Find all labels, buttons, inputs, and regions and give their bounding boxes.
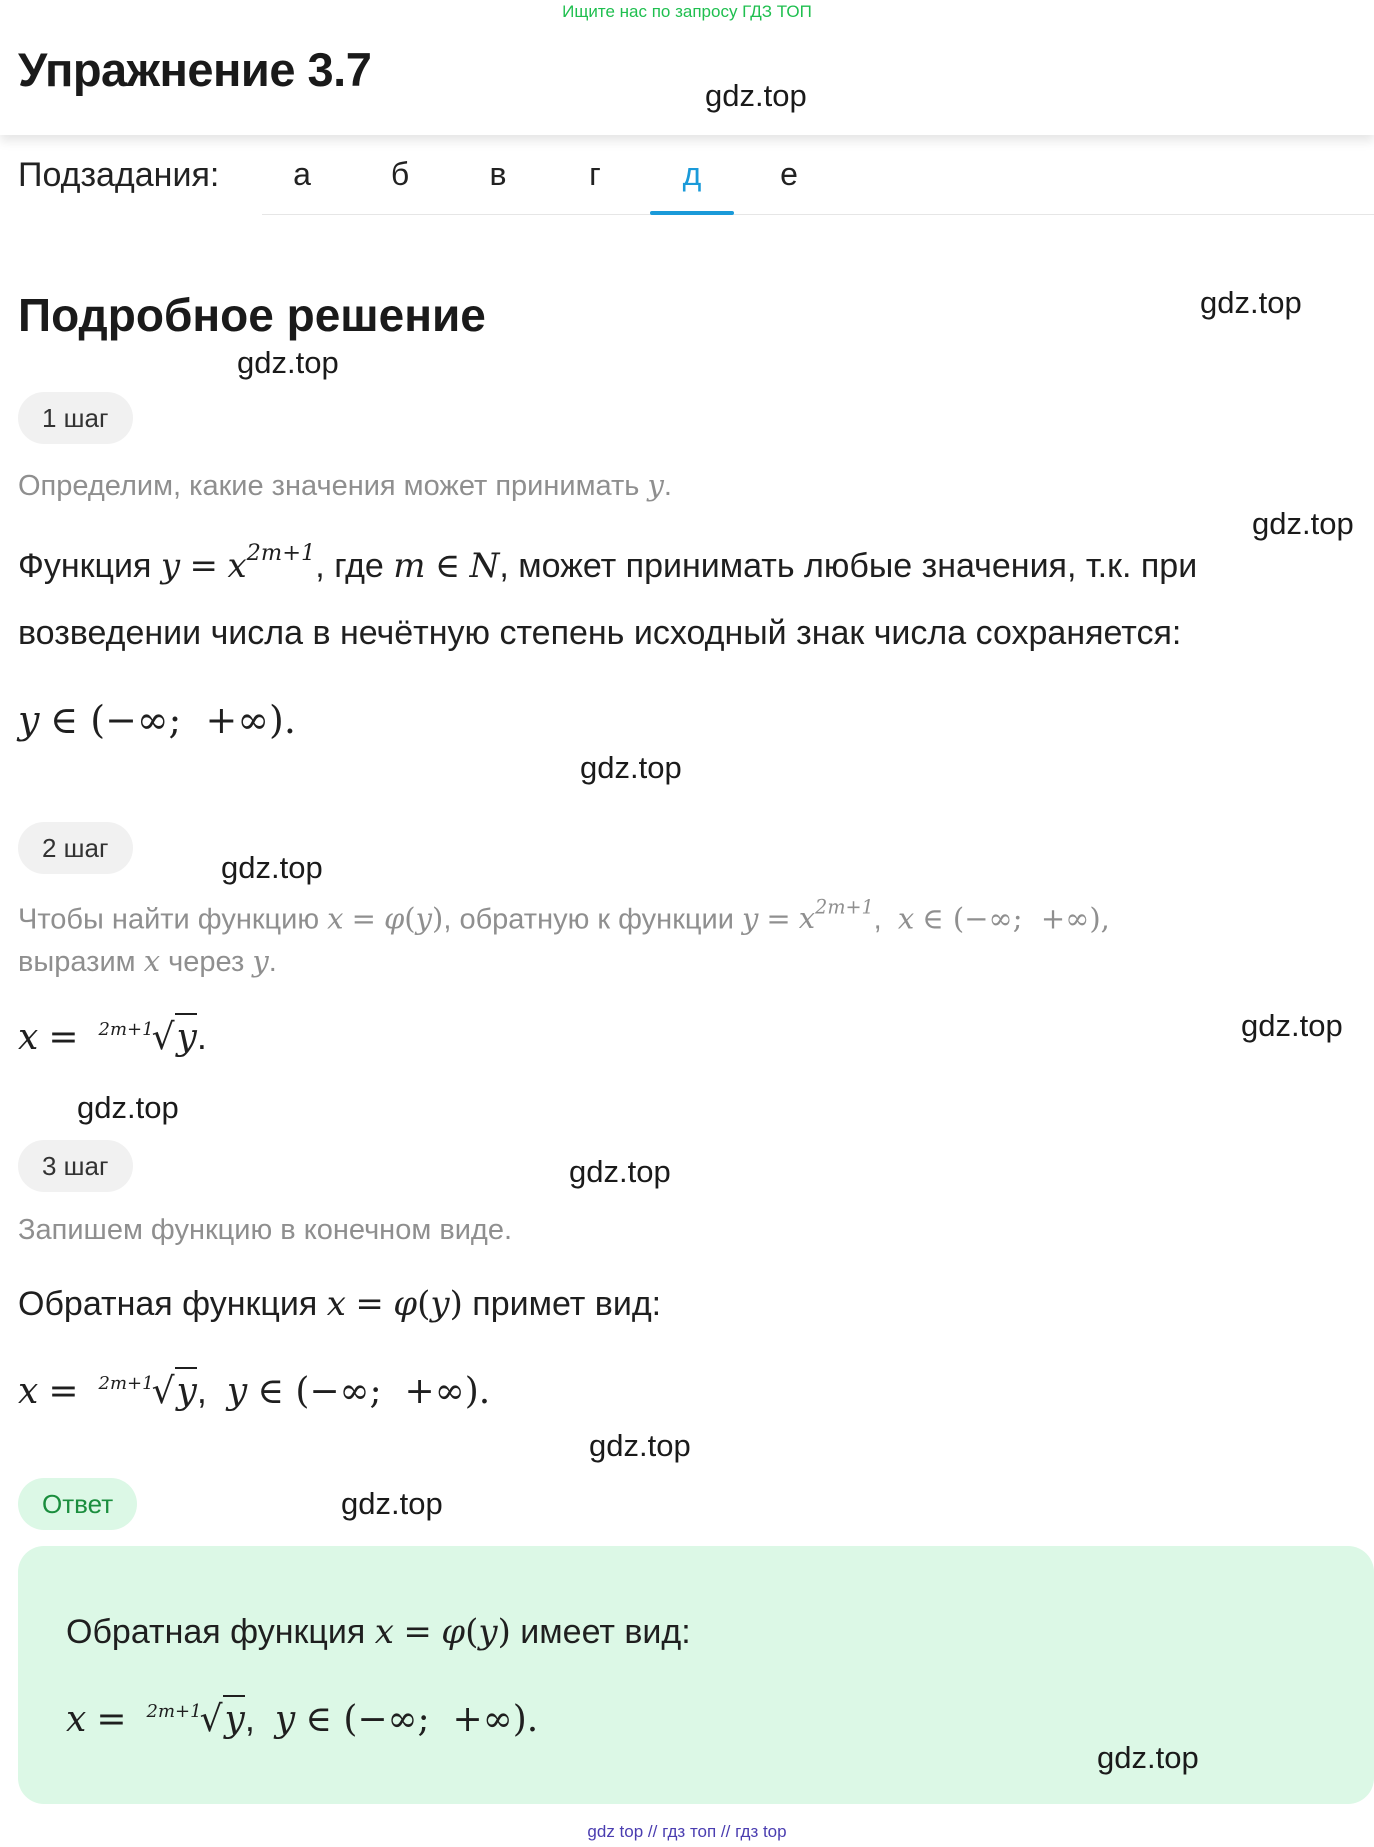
- watermark: gdz.top: [580, 750, 682, 785]
- step-3-hint: Запишем функцию в конечном виде.: [18, 1214, 513, 1246]
- watermark: gdz.top: [221, 850, 323, 885]
- tab-e[interactable]: е: [780, 156, 798, 192]
- tab-d-active[interactable]: д: [682, 156, 702, 192]
- step-2-result: x = $^{2m+1}$√y.: [18, 1016, 207, 1058]
- solution-heading: Подробное решение: [18, 289, 486, 341]
- search-hint-banner: Ищите нас по запросу ГДЗ ТОП: [562, 2, 812, 21]
- watermark: gdz.top: [569, 1154, 671, 1189]
- watermark: gdz.top: [1097, 1740, 1199, 1775]
- active-tab-indicator: [650, 211, 734, 215]
- watermark: gdz.top: [77, 1090, 179, 1125]
- answer-statement: Обратная функция x = φ(y) имеет вид:: [66, 1612, 691, 1652]
- step-2-badge: 2 шаг: [18, 822, 133, 874]
- step-3-statement: Обратная функция x = φ(y) примет вид:: [18, 1284, 662, 1324]
- answer-result: x = $^{2m+1}$√y, y ∈ (−∞; +∞).: [66, 1698, 538, 1740]
- page-title: Упражнение 3.7: [18, 43, 372, 96]
- footer-links[interactable]: gdz top // гдз топ // гдз top: [587, 1822, 787, 1841]
- tab-b[interactable]: б: [390, 156, 410, 192]
- watermark: gdz.top: [341, 1486, 443, 1521]
- watermark: gdz.top: [1241, 1008, 1343, 1043]
- watermark: gdz.top: [705, 78, 807, 113]
- step-1-hint: Определим, какие значения может принимать y.: [18, 468, 672, 502]
- step-1-statement-line2: возведении числа в нечётную степень исходный знак числа сохраняется:: [18, 614, 1182, 652]
- step-2-hint-line2: выразим x через y.: [18, 944, 277, 978]
- watermark: gdz.top: [1200, 285, 1302, 320]
- step-3-badge: 3 шаг: [18, 1140, 133, 1192]
- step-1-badge: 1 шаг: [18, 392, 133, 444]
- tab-g[interactable]: г: [589, 156, 601, 192]
- step-1-statement: Функция $y = x^{2m+1}$, где m ∈ N, может принимать любые значения, т.к. при: [18, 540, 1198, 586]
- answer-badge: Ответ: [18, 1478, 137, 1530]
- tabs-divider: [262, 214, 1374, 215]
- subtasks-label: Подзадания:: [18, 156, 220, 194]
- tab-a[interactable]: а: [293, 156, 311, 192]
- watermark: gdz.top: [1252, 506, 1354, 541]
- watermark: gdz.top: [589, 1428, 691, 1463]
- step-3-result: x = $^{2m+1}$√y, y ∈ (−∞; +∞).: [18, 1370, 490, 1412]
- step-1-result: y ∈ (−∞; +∞).: [18, 698, 296, 742]
- tab-v[interactable]: в: [489, 156, 507, 192]
- step-2-hint: Чтобы найти функцию x = φ(y), обратную к функции $y = x^{2m+1}$, x ∈ (−∞; +∞),: [18, 896, 1110, 936]
- watermark: gdz.top: [237, 345, 339, 380]
